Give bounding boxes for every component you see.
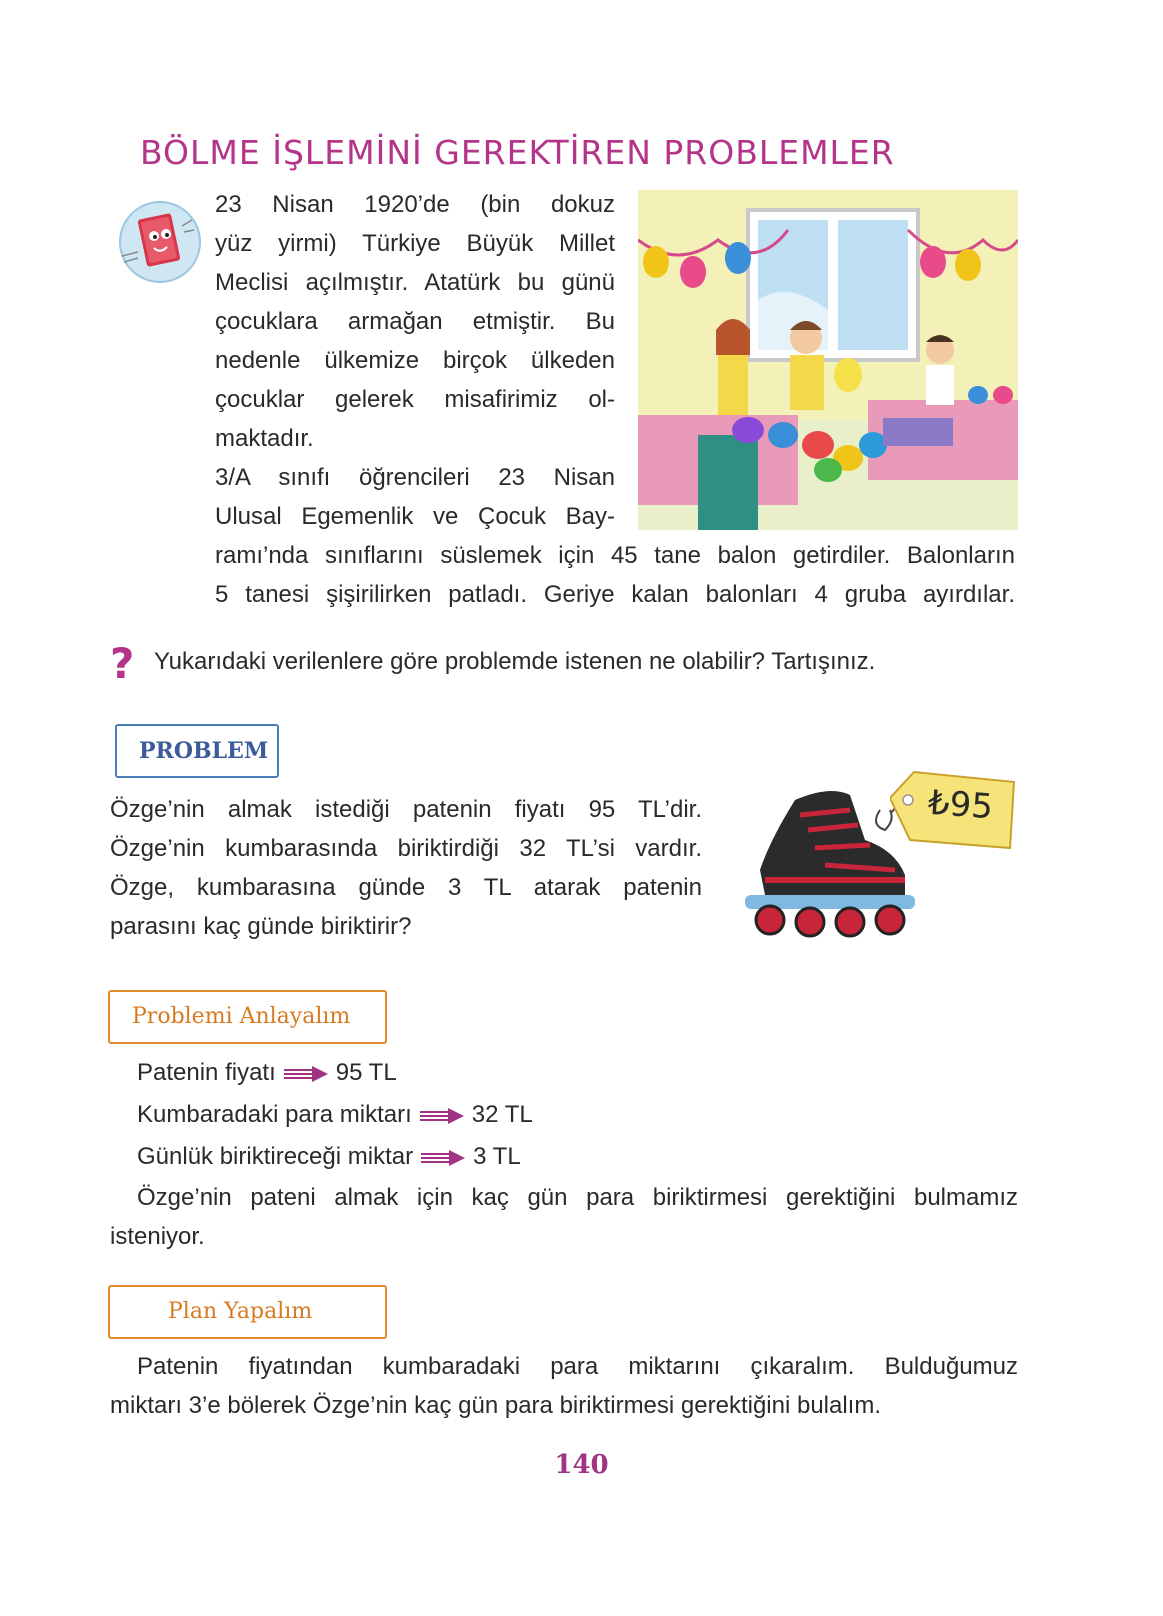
classroom-illustration — [638, 190, 1018, 530]
intro-paragraph — [215, 185, 615, 536]
price-tag-label: ₺95 — [926, 782, 995, 828]
question-mark-icon: ? — [110, 639, 135, 688]
problem-line: Özge, kumbarasına günde 3 TL atarak patenin — [110, 874, 702, 901]
given-item-savings — [137, 1095, 533, 1134]
problem-line: Özge’nin kumbarasında biriktirdiği 32 TL’si vardır. — [110, 835, 702, 862]
intro-line: ramı’nda sınıflarını süslemek için 45 tane balon getirdiler. Balonların — [215, 542, 1015, 569]
notebook-mascot-icon — [112, 198, 202, 288]
problem-line: Özge’nin almak istediği patenin fiyatı 95 TL’dir. — [110, 796, 702, 823]
plan-line: Patenin fiyatından kumbaradaki para miktarını çıkaralım. Bulduğumuz — [137, 1353, 1018, 1380]
arrow-right-icon — [418, 1106, 466, 1126]
intro-line: Meclisi açılmıştır. Atatürk bu günü — [215, 269, 615, 296]
intro-line: yüz yirmi) Türkiye Büyük Millet — [215, 230, 615, 257]
intro-line: 23 Nisan 1920’de (bin dokuz — [215, 191, 615, 218]
given-item-daily — [137, 1137, 521, 1176]
intro-line: 5 tanesi şişirilirken patladı. Geriye kalan balonları 4 gruba ayırdılar. — [215, 581, 1015, 608]
given-item-label: Günlük biriktireceği miktar — [137, 1143, 414, 1170]
understand-problem-tag — [108, 990, 387, 1044]
problem-tag — [115, 724, 279, 778]
given-item-price — [137, 1053, 397, 1092]
plan-text — [110, 1347, 1018, 1425]
conclusion-line: Özge’nin pateni almak için kaç gün para biriktirmesi gerektiğini bulmamız — [137, 1184, 1018, 1211]
arrow-right-icon — [282, 1064, 330, 1084]
understand-problem-tag-label: Problemi Anlayalım — [132, 1004, 351, 1029]
conclusion-line: isteniyor. — [110, 1223, 205, 1250]
understand-conclusion — [110, 1178, 1018, 1256]
intro-line: maktadır. — [215, 425, 314, 452]
given-item-label: Patenin fiyatı — [137, 1059, 276, 1086]
intro-line: çocuklar gelerek misafirimiz ol- — [215, 386, 615, 413]
question-text: Yukarıdaki verilenlere göre problemde istenen ne olabilir? Tartışınız. — [154, 648, 876, 675]
problem-tag-label: PROBLEM — [139, 738, 269, 764]
arrow-right-icon — [419, 1148, 467, 1168]
given-item-label: Kumbaradaki para miktarı — [137, 1101, 412, 1128]
plan-line: miktarı 3’e bölerek Özge’nin kaç gün para biriktirmesi gerektiğini bulalım. — [110, 1392, 881, 1419]
problem-line: parasını kaç günde biriktirir? — [110, 913, 412, 940]
problem-text — [110, 790, 702, 946]
page-title: BÖLME İŞLEMİNİ GEREKTİREN PROBLEMLER — [140, 133, 895, 172]
intro-line: Ulusal Egemenlik ve Çocuk Bay- — [215, 503, 615, 530]
make-plan-tag-label: Plan Yapalım — [168, 1299, 313, 1324]
intro-line: 3/A sınıfı öğrencileri 23 Nisan — [215, 464, 615, 491]
intro-line: çocuklara armağan etmiştir. Bu — [215, 308, 615, 335]
make-plan-tag — [108, 1285, 387, 1339]
page-number: 140 — [554, 1450, 609, 1480]
given-item-value: 32 TL — [471, 1101, 533, 1128]
given-item-value: 3 TL — [473, 1143, 521, 1170]
given-item-value: 95 TL — [335, 1059, 397, 1086]
intro-line: nedenle ülkemize birçok ülkeden — [215, 347, 615, 374]
